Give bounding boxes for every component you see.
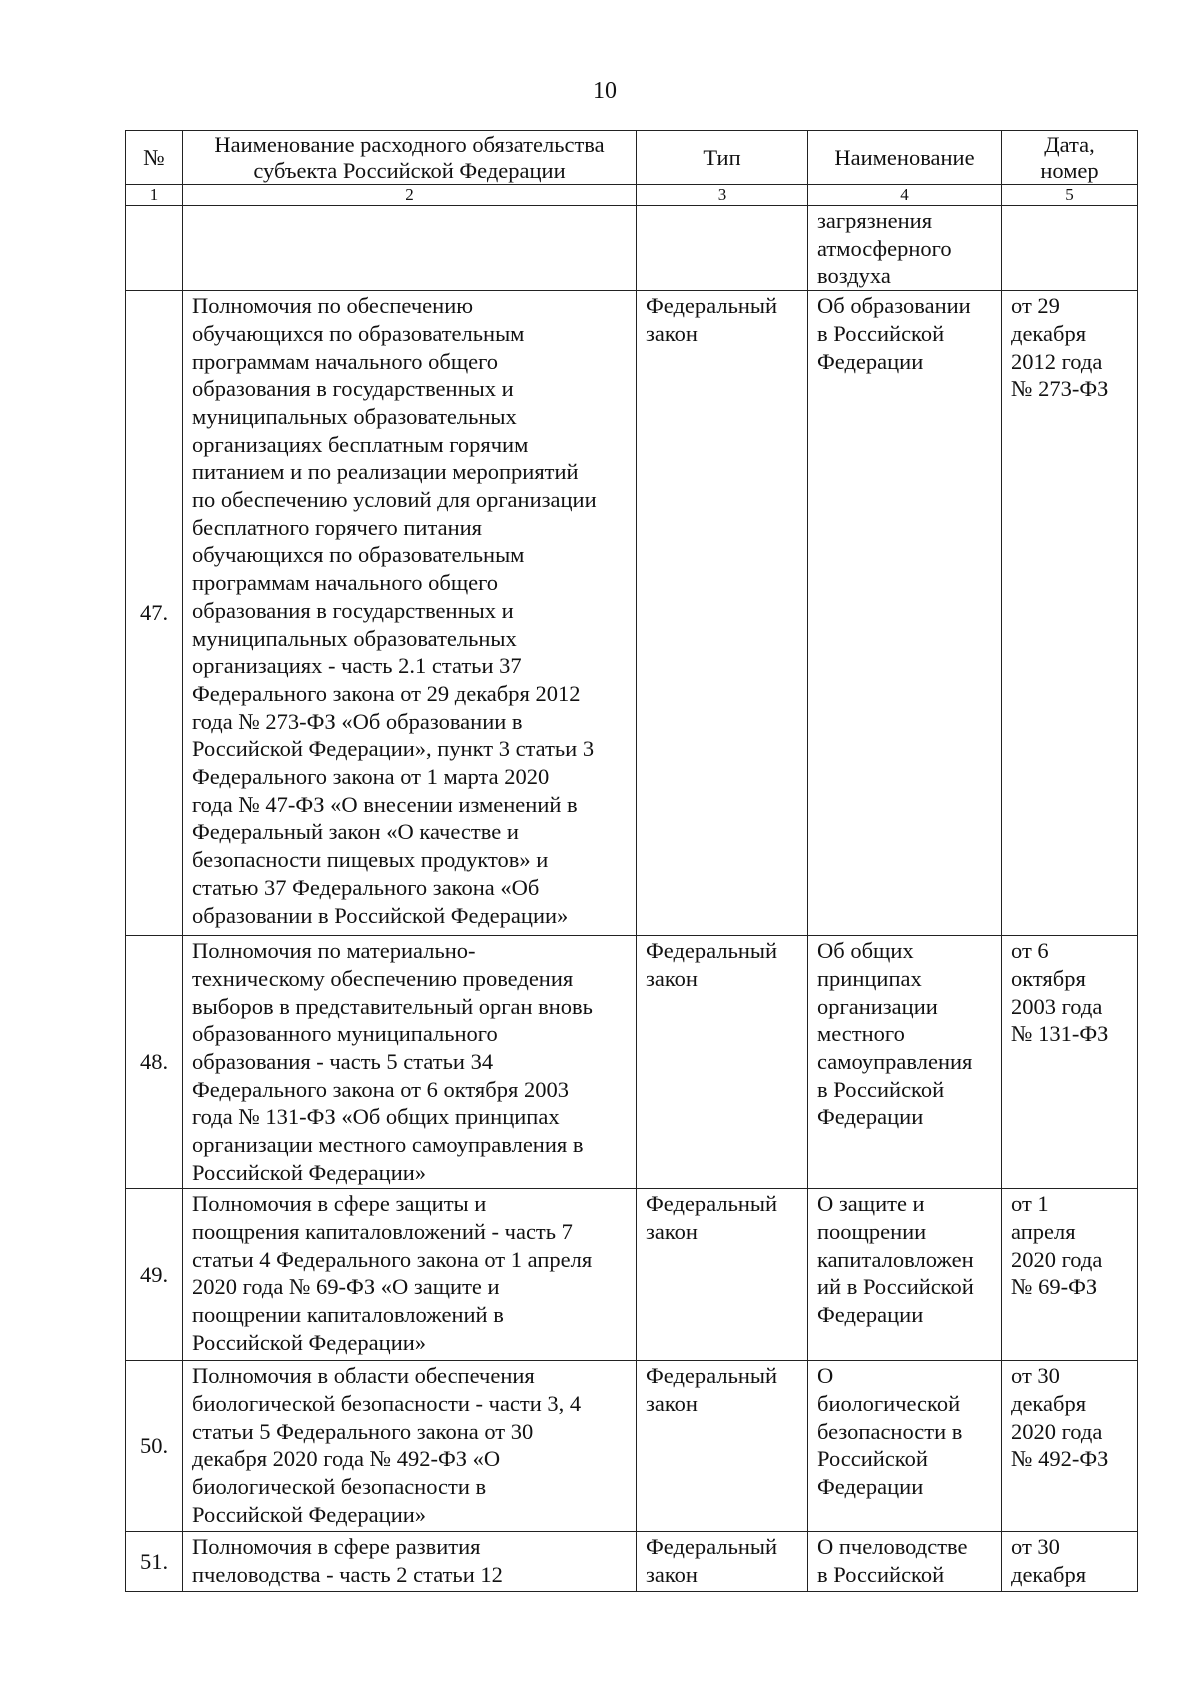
table-header-row xyxy=(126,131,1138,185)
date-cell xyxy=(1002,206,1138,291)
column-number: 1 xyxy=(126,185,183,206)
row-number: 48. xyxy=(126,936,183,1189)
header-name: Наименование xyxy=(808,131,1002,185)
table-row xyxy=(126,1361,1138,1532)
name-cell: О биологической безопасности в Российской Федерации xyxy=(808,1361,1002,1532)
name-cell: О защите и поощрении капиталовложен ий в Российской Федерации xyxy=(808,1189,1002,1361)
row-number: 49. xyxy=(126,1189,183,1361)
name-cell: загрязнения атмосферного воздуха xyxy=(808,206,1002,291)
column-number-row xyxy=(126,185,1138,206)
date-cell: от 29 декабря 2012 года № 273-ФЗ xyxy=(1002,291,1138,936)
table-row xyxy=(126,1189,1138,1361)
header-number: № xyxy=(126,131,183,185)
row-number xyxy=(126,206,183,291)
column-number: 5 xyxy=(1002,185,1138,206)
type-cell: Федеральный закон xyxy=(637,1189,808,1361)
row-number: 47. xyxy=(126,291,183,936)
row-number: 51. xyxy=(126,1532,183,1592)
type-cell: Федеральный закон xyxy=(637,936,808,1189)
table-row xyxy=(126,1532,1138,1592)
table-row xyxy=(126,936,1138,1189)
obligations-table xyxy=(125,130,1138,1592)
obligation-cell: Полномочия по материально- техническому обеспечению проведения выборов в представительный орган вновь образованного муниципального образования - часть 5 статьи 34 Федерального закона от 6 октября 2003 года № 131-ФЗ «Об общих принципах организации местного самоуправления в Российской Федерации» xyxy=(183,936,637,1189)
date-cell: от 30 декабря xyxy=(1002,1532,1138,1592)
type-cell xyxy=(637,206,808,291)
table-row xyxy=(126,206,1138,291)
date-cell: от 30 декабря 2020 года № 492-ФЗ xyxy=(1002,1361,1138,1532)
obligation-cell: Полномочия в области обеспечения биологической безопасности - части 3, 4 статьи 5 Федерального закона от 30 декабря 2020 года № 492-ФЗ «О биологической безопасности в Российской Федерации» xyxy=(183,1361,637,1532)
column-number: 3 xyxy=(637,185,808,206)
page-number: 10 xyxy=(593,78,617,104)
date-cell: от 1 апреля 2020 года № 69-ФЗ xyxy=(1002,1189,1138,1361)
name-cell: О пчеловодстве в Российской xyxy=(808,1532,1002,1592)
obligation-cell: Полномочия в сфере защиты и поощрения капиталовложений - часть 7 статьи 4 Федерального закона от 1 апреля 2020 года № 69-ФЗ «О защите и поощрении капиталовложений в Российской Федерации» xyxy=(183,1189,637,1361)
table-row xyxy=(126,291,1138,936)
header-type: Тип xyxy=(637,131,808,185)
type-cell: Федеральный закон xyxy=(637,1532,808,1592)
type-cell: Федеральный закон xyxy=(637,1361,808,1532)
header-date-number: Дата, номер xyxy=(1002,131,1138,185)
date-cell: от 6 октября 2003 года № 131-ФЗ xyxy=(1002,936,1138,1189)
name-cell: Об образовании в Российской Федерации xyxy=(808,291,1002,936)
column-number: 2 xyxy=(183,185,637,206)
type-cell: Федеральный закон xyxy=(637,291,808,936)
obligation-cell xyxy=(183,206,637,291)
row-number: 50. xyxy=(126,1361,183,1532)
name-cell: Об общих принципах организации местного самоуправления в Российской Федерации xyxy=(808,936,1002,1189)
obligation-cell: Полномочия в сфере развития пчеловодства - часть 2 статьи 12 xyxy=(183,1532,637,1592)
obligation-cell: Полномочия по обеспечению обучающихся по образовательным программам начального общего образования в государственных и муниципальных образовательных организациях бесплатным горячим питанием и по реализации мероприятий по обеспечению условий для организации бесплатного горячего питания обучающихся по образовательным программам начального общего образования в государственных и муниципальных образовательных организациях - часть 2.1 статьи 37 Федерального закона от 29 декабря 2012 года № 273-ФЗ «Об образовании в Российской Федерации», пункт 3 статьи 3 Федерального закона от 1 марта 2020 года № 47-ФЗ «О внесении изменений в Федеральный закон «О качестве и безопасности пищевых продуктов» и статью 37 Федерального закона «Об образовании в Российской Федерации» xyxy=(183,291,637,936)
header-obligation: Наименование расходного обязательства субъекта Российской Федерации xyxy=(183,131,637,185)
column-number: 4 xyxy=(808,185,1002,206)
